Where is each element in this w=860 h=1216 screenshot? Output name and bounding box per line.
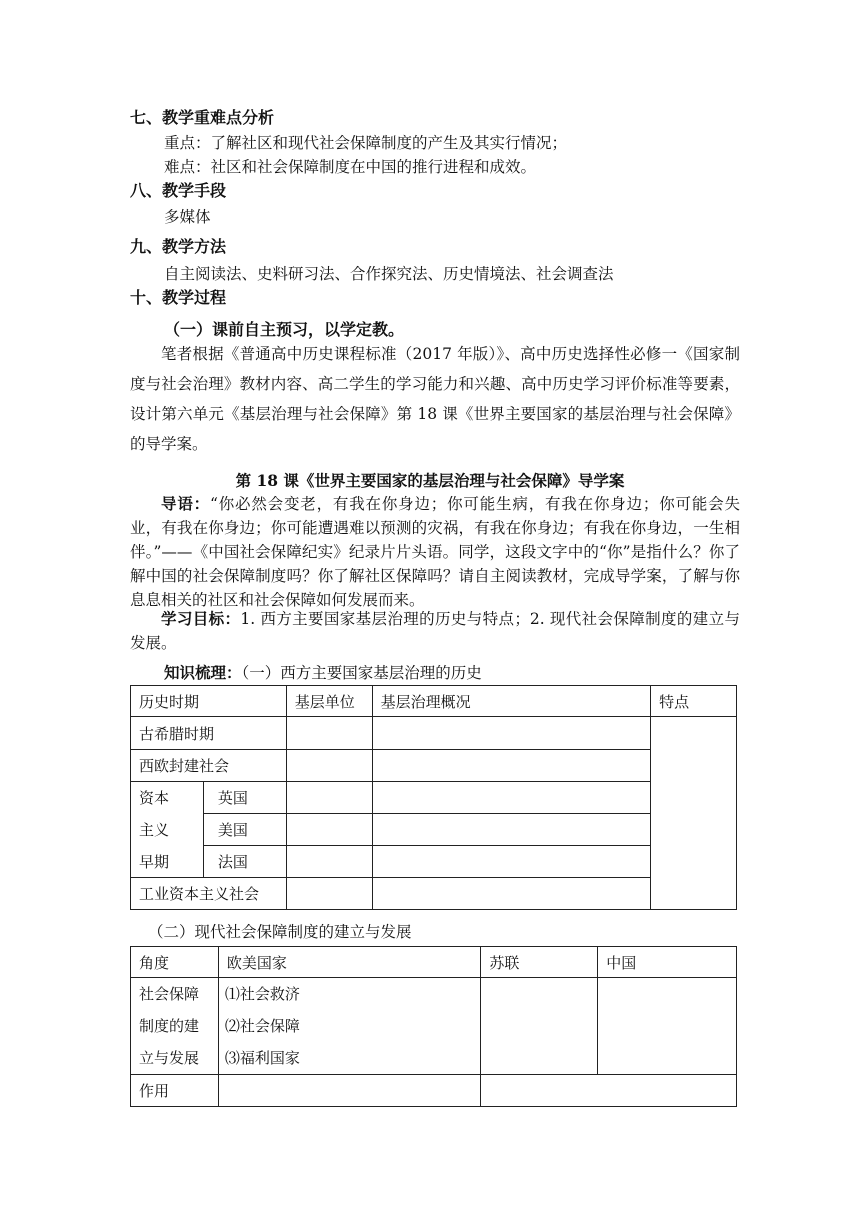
cap-label-3: 早期 bbox=[131, 846, 204, 878]
cap-label-1: 资本 bbox=[131, 782, 204, 814]
table-row bbox=[131, 686, 737, 717]
row-establishment-label bbox=[131, 978, 219, 1075]
list-item: ⑴社会救济 bbox=[224, 985, 300, 1003]
difficulty-text: 难点：社区和社会保障制度在中国的推行进程和成效。 bbox=[164, 158, 537, 176]
label-line: 立与发展 bbox=[139, 1049, 200, 1067]
table-row bbox=[131, 947, 737, 978]
table-row bbox=[131, 1075, 737, 1107]
section-10-title: 十、教学过程 bbox=[130, 288, 227, 307]
table2-title: （二）现代社会保障制度的建立与发展 bbox=[148, 923, 412, 941]
cell-empty[interactable] bbox=[286, 717, 372, 750]
row-uk: 英国 bbox=[203, 782, 286, 814]
table-row bbox=[131, 978, 737, 1075]
row-function-label: 作用 bbox=[131, 1075, 219, 1107]
table-row bbox=[131, 814, 737, 846]
subsection-1-title: （一）课前自主预习，以学定教。 bbox=[164, 320, 405, 339]
row-feudal: 西欧封建社会 bbox=[131, 750, 287, 782]
social-security-table bbox=[130, 946, 737, 1107]
section-8-title: 八、教学手段 bbox=[130, 181, 227, 200]
header-china: 中国 bbox=[598, 947, 737, 978]
cell-empty[interactable] bbox=[286, 878, 372, 910]
cell-empty[interactable] bbox=[286, 814, 372, 846]
table-row bbox=[131, 782, 737, 814]
goal-label: 学习目标： bbox=[161, 609, 241, 628]
label-line: 制度的建 bbox=[139, 1017, 200, 1035]
goal-paragraph bbox=[130, 607, 740, 655]
cell-empty[interactable] bbox=[372, 750, 650, 782]
table-row bbox=[131, 846, 737, 878]
cell-empty[interactable] bbox=[372, 878, 650, 910]
table-row bbox=[131, 878, 737, 910]
section-9-title: 九、教学方法 bbox=[130, 237, 227, 256]
row-fr: 法国 bbox=[203, 846, 286, 878]
plan-title: 第 18 课《世界主要国家的基层治理与社会保障》导学案 bbox=[235, 471, 625, 490]
row-industrial: 工业资本主义社会 bbox=[131, 878, 287, 910]
header-unit: 基层单位 bbox=[286, 686, 372, 717]
cell-empty[interactable] bbox=[481, 1075, 737, 1107]
knowledge-text: （一）西方主要国家基层治理的历史 bbox=[241, 664, 482, 682]
knowledge-label: 知识梳理： bbox=[164, 663, 242, 682]
list-item: ⑶福利国家 bbox=[224, 1049, 300, 1067]
table-row bbox=[131, 717, 737, 750]
cell-empty[interactable] bbox=[286, 782, 372, 814]
cell-empty[interactable] bbox=[372, 717, 650, 750]
cell-empty[interactable] bbox=[218, 1075, 481, 1107]
table-row bbox=[131, 750, 737, 782]
header-overview: 基层治理概况 bbox=[372, 686, 650, 717]
western-items bbox=[218, 978, 481, 1075]
lead-paragraph bbox=[130, 492, 740, 612]
knowledge-line bbox=[164, 661, 482, 683]
cell-empty[interactable] bbox=[481, 978, 598, 1075]
lead-label: 导语： bbox=[161, 494, 210, 513]
header-ussr: 苏联 bbox=[481, 947, 598, 978]
governance-table bbox=[130, 685, 737, 910]
label-line: 社会保障 bbox=[139, 985, 200, 1003]
row-greece: 古希腊时期 bbox=[131, 717, 287, 750]
cell-empty[interactable] bbox=[372, 846, 650, 878]
header-western: 欧美国家 bbox=[218, 947, 481, 978]
cell-empty[interactable] bbox=[286, 750, 372, 782]
list-item: ⑵社会保障 bbox=[224, 1017, 300, 1035]
cell-empty[interactable] bbox=[372, 814, 650, 846]
intro-paragraph: 笔者根据《普通高中历史课程标准（2017 年版）》、高中历史选择性必修一《国家制度与社会治理》教材内容、高二学生的学习能力和兴趣、高中历史学习评价标准等要素，设计第六单元《基层治理与社会保障》第 18 课《世界主要国家的基层治理与社会保障》的导学案。 bbox=[130, 345, 740, 453]
row-us: 美国 bbox=[203, 814, 286, 846]
cell-empty[interactable] bbox=[286, 846, 372, 878]
teaching-methods: 自主阅读法、史料研习法、合作探究法、历史情境法、社会调查法 bbox=[164, 265, 614, 283]
cell-empty[interactable] bbox=[372, 782, 650, 814]
section-7-title: 七、教学重难点分析 bbox=[130, 108, 275, 127]
header-features: 特点 bbox=[651, 686, 737, 717]
lead-text: “你必然会变老，有我在你身边；你可能生病，有我在你身边；你可能会失业，有我在你身边；你可能遭遇难以预测的灾祸，有我在你身边；有我在你身边，一生相伴。”——《中国社会保障纪实》纪录片片头语。同学，这段文字中的“你”是指什么？你了解中国的社会保障制度吗？你了解社区保障吗？请自主阅读教材，完成导学案，了解与你息息相关的社区和社会保障如何发展而来。 bbox=[130, 495, 740, 609]
cell-empty[interactable] bbox=[598, 978, 737, 1075]
teaching-means: 多媒体 bbox=[164, 208, 211, 226]
cell-features[interactable] bbox=[651, 717, 737, 910]
cap-label-2: 主义 bbox=[131, 814, 204, 846]
focus-text: 重点：了解社区和现代社会保障制度的产生及其实行情况； bbox=[164, 134, 568, 152]
goal-text: 1. 西方主要国家基层治理的历史与特点；2. 现代社会保障制度的建立与发展。 bbox=[130, 610, 740, 652]
header-angle: 角度 bbox=[131, 947, 219, 978]
header-period: 历史时期 bbox=[131, 686, 287, 717]
